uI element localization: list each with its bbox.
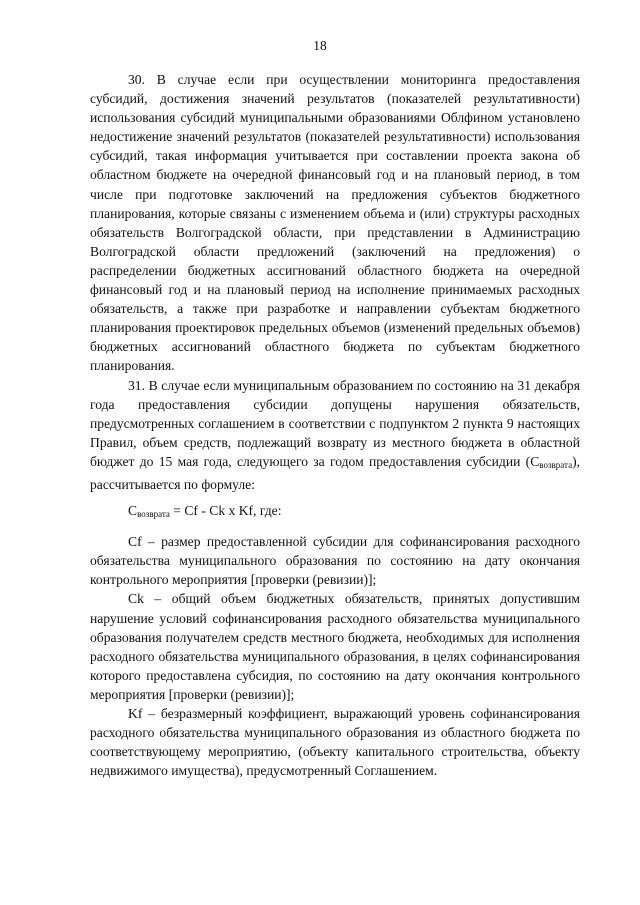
- definition-kf: Kf – безразмерный коэффициент, выражающий уровень софинансирования расходного обязательства муниципального образования из областного бюджета по соответствующему мероприятию, (объекту капитального строительства, объекту недвижимого имущества), предусмотренный Соглашением.: [90, 706, 580, 779]
- page-number: 18: [313, 38, 327, 53]
- paragraph-31: [90, 376, 580, 495]
- formula: [90, 501, 580, 524]
- document-body: [90, 70, 580, 780]
- paragraph-31-subscript: возврата: [539, 459, 573, 470]
- definition-cf: Cf – размер предоставленной субсидии для софинансирования расходного обязательства муниципального образования по состоянию на дату окончания контрольного мероприятия [проверки (ревизии)];: [90, 534, 580, 588]
- formula-subscript: возврата: [137, 509, 170, 520]
- definition-ck: Ck – общий объем бюджетных обязательств, принятых допустившим нарушение условий софинансирования расходного обязательства муниципального образования получателем средств местного бюджета, необходимых для исполнения расходного обязательства муниципального образования, в целях софинансирования которого предоставлена субсидия, по состоянию на дату окончания контрольного мероприятия [проверки (ревизии)];: [90, 591, 580, 702]
- paragraph-30: 30. В случае если при осуществлении мониторинга предоставления субсидий, достижения значений результатов (показателей результативности) использования субсидий муниципальными образованиями Облфином установлено недостижение значений результатов (показателей результативности) использования субсидий, такая информация учитывается при составлении проекта закона об областном бюджете на очередной финансовый год и на плановый период, в том числе при подготовке заключений на предложения субъектов бюджетного планирования, которые связаны с изменением объема и (или) структуры расходных обязательств Волгоградской области, при представлении в Администрацию Волгоградской области предложений (заключений на предложения) о распределении бюджетных ассигнований областного бюджета на очередной финансовый год и на плановый период на исполнение принимаемых расходных обязательств, а также при разработке и направлении субъектам бюджетного планирования проектировок предельных объемов (изменений предельных объемов) бюджетных ассигнований областного бюджета по субъектам бюджетного планирования.: [90, 72, 580, 374]
- paragraph-31-text: 31. В случае если муниципальным образованием по состоянию на 31 декабря года предоставления субсидии допущены нарушения обязательств, предусмотренных соглашением в соответствии с подпунктом 2 пункта 9 настоящих Правил, объем средств, подлежащий возврату из местного бюджета в областной бюджет до 15 мая года, следующего за годом предоставления субсидии (С: [90, 377, 580, 469]
- formula-symbol: С: [128, 503, 138, 519]
- paragraph-31-tail: ), рассчитывается по формуле:: [90, 453, 580, 492]
- formula-expression: = Cf - Ck x Kf, где:: [169, 503, 282, 519]
